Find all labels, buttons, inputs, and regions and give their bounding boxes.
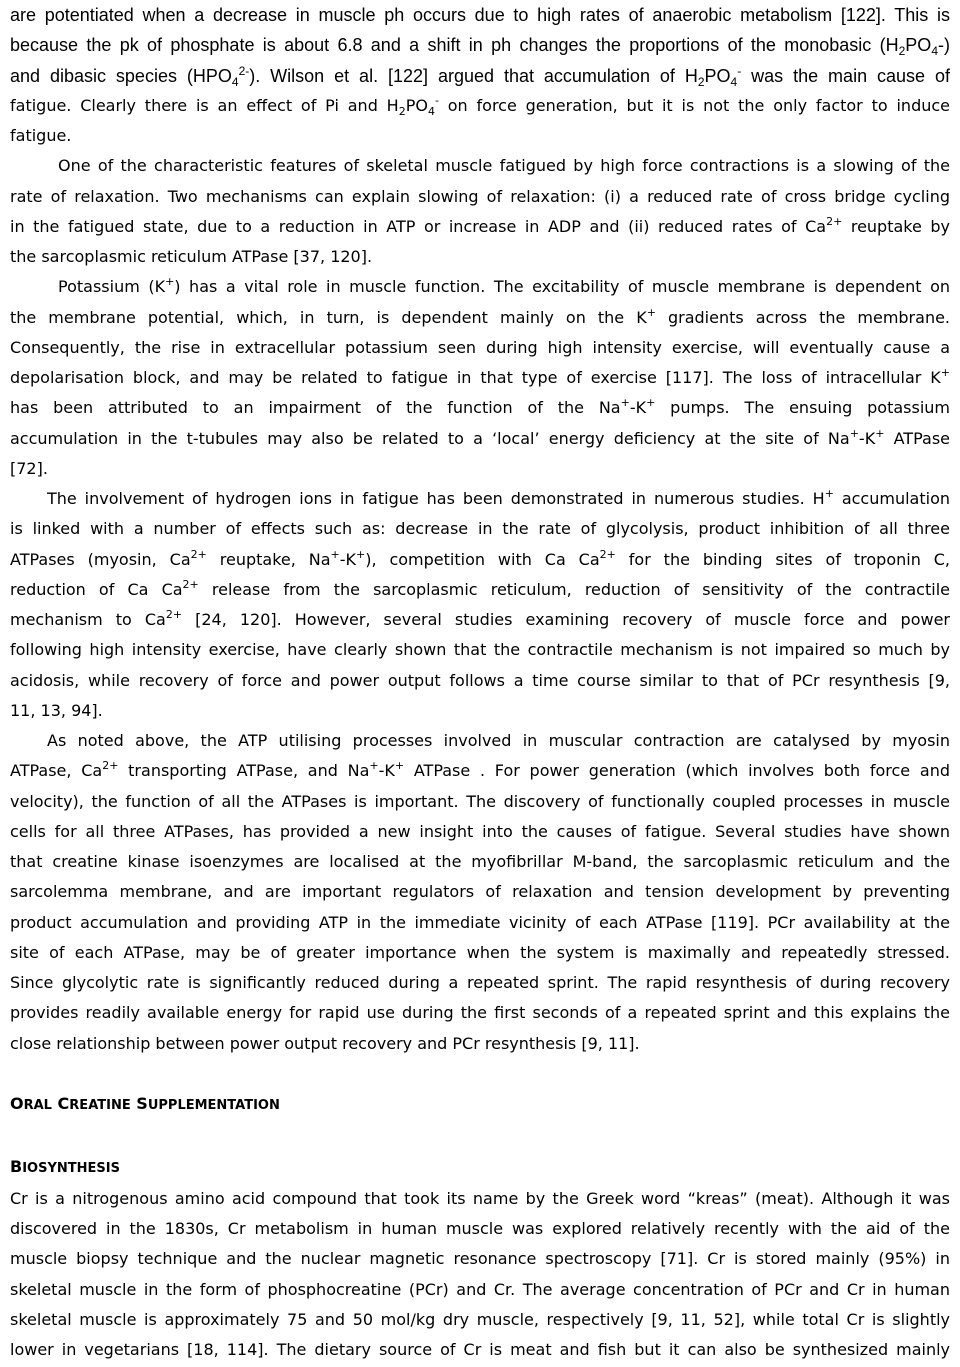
text-line xyxy=(10,484,950,514)
text-line xyxy=(10,635,950,665)
text-line xyxy=(10,938,950,968)
text-run: close relationship between power output recovery and PCr resynthesis [9, 11]. xyxy=(10,1033,640,1053)
text-run: [72]. xyxy=(10,458,48,478)
text-line xyxy=(10,756,950,786)
text-run: fatigue. Clearly there is an effect of Pi and H xyxy=(10,95,399,115)
superscript: + xyxy=(646,396,656,410)
superscript: + xyxy=(875,426,885,440)
text-run: lower in vegetarians [18, 114]. The dietary source of Cr is meat and fish but it can also be synthesized mainly xyxy=(10,1340,950,1359)
superscript: - xyxy=(737,63,742,78)
subscript: 4 xyxy=(931,44,938,59)
text-run: -K xyxy=(629,398,647,418)
text-run: pumps. The ensuing potassium xyxy=(655,398,951,418)
paragraph xyxy=(10,272,950,484)
text-line xyxy=(10,847,950,877)
text-line xyxy=(10,1335,950,1365)
text-line xyxy=(10,454,950,484)
text-line xyxy=(10,514,950,544)
text-line xyxy=(10,1214,950,1244)
text-line xyxy=(10,363,950,393)
text-line xyxy=(10,696,950,726)
text-run: PO xyxy=(704,65,731,86)
text-line xyxy=(10,30,950,60)
superscript: 2- xyxy=(238,63,250,78)
text-line xyxy=(10,605,950,635)
text-run: -K xyxy=(858,428,876,448)
text-run: mechanism to Ca xyxy=(10,610,166,629)
text-line xyxy=(10,726,950,756)
text-run: The involvement of hydrogen ions in fatigue has been demonstrated in numerous studies. H xyxy=(47,489,825,508)
text-run: Since glycolytic rate is significantly reduced during a repeated sprint. The rapid resynthesis of during recovery xyxy=(10,973,950,992)
paragraph xyxy=(10,726,950,1059)
text-run: -) xyxy=(938,35,950,56)
subscript: 4 xyxy=(231,74,239,89)
text-line xyxy=(10,272,950,302)
text-run: has been attributed to an impairment of the function of the Na xyxy=(10,398,621,418)
superscript: 2+ xyxy=(182,577,199,591)
text-run: Cr is a nitrogenous amino acid compound that took its name by the Greek word “kreas” (meat). Although it was xyxy=(10,1188,950,1208)
text-run: ATPase xyxy=(884,428,950,448)
text-run: product accumulation and providing ATP in the immediate vicinity of each ATPase [119]. PCr availability at the xyxy=(10,912,950,932)
text-line xyxy=(10,0,950,30)
text-line xyxy=(10,877,950,907)
text-run: on force generation, but it is not the only factor to induce xyxy=(438,95,951,115)
text-line xyxy=(10,666,950,696)
text-run: 11, 13, 94]. xyxy=(10,700,103,720)
section-heading xyxy=(10,1089,950,1121)
text-line xyxy=(10,1275,950,1305)
text-run: following high intensity exercise, have clearly shown that the contractile mechanism is not impaired so much by xyxy=(10,640,950,660)
text-run: -K xyxy=(378,761,395,781)
text-run: ATPases (myosin, Ca xyxy=(10,549,191,569)
heading-smallcaps: RAL xyxy=(23,1098,52,1113)
text-line xyxy=(10,182,950,212)
text-run: fatigue. xyxy=(10,126,72,145)
text-run: that creatine kinase isoenzymes are localised at the myofibrillar M-band, the sarcoplasmic reticulum and the xyxy=(10,852,950,871)
subscript: 2 xyxy=(898,44,906,59)
text-line xyxy=(10,121,950,151)
text-line xyxy=(10,787,950,817)
text-line xyxy=(10,575,950,605)
superscript: + xyxy=(369,759,379,773)
text-run: -K xyxy=(339,549,356,569)
paragraph xyxy=(10,151,950,272)
text-run: reuptake by xyxy=(842,216,951,236)
superscript: + xyxy=(330,547,340,561)
text-run: velocity), the function of all the ATPases is important. The discovery of functionally coupled processes in muscle xyxy=(10,791,950,811)
subscript: 4 xyxy=(730,74,738,89)
superscript: 2+ xyxy=(102,759,119,773)
subsection-heading xyxy=(10,1152,950,1184)
superscript: + xyxy=(940,366,950,379)
text-line xyxy=(10,1184,950,1214)
text-run: ). Wilson et al. [122] argued that accumulation of H xyxy=(249,65,698,86)
text-run: transporting ATPase, and Na xyxy=(118,761,370,781)
subscript: 2 xyxy=(398,104,406,118)
text-run: muscle biopsy technique and the nuclear magnetic resonance spectroscopy [71]. Cr is stored mainly (95%) in xyxy=(10,1249,950,1269)
text-line xyxy=(10,151,950,181)
superscript: + xyxy=(165,275,175,289)
text-run: reduction of Ca Ca xyxy=(10,579,183,599)
text-line xyxy=(10,91,950,121)
superscript: 2+ xyxy=(826,214,843,228)
text-run: One of the characteristic features of skeletal muscle fatigued by high force contractions is a slowing of the xyxy=(58,156,950,176)
text-line xyxy=(10,242,950,272)
superscript: - xyxy=(434,93,439,107)
text-run: Potassium (K xyxy=(58,277,166,297)
heading-initial: B xyxy=(10,1156,23,1176)
text-run: depolarisation block, and may be related to fatigue in that type of exercise [117]. The loss of intracellular K xyxy=(10,368,941,387)
text-run: [24, 120]. However, several studies examining recovery of muscle force and power xyxy=(182,610,951,629)
superscript: 2+ xyxy=(599,547,616,561)
text-run: the membrane potential, which, in turn, is dependent mainly on the K xyxy=(10,307,647,327)
text-run: skeletal muscle is approximately 75 and 50 mol/kg dry muscle, respectively [9, 11, 52], while total Cr is slightly xyxy=(10,1309,950,1329)
text-run: As noted above, the ATP utilising processes involved in muscular contraction are catalysed by myosin xyxy=(47,731,950,750)
text-run: rate of relaxation. Two mechanisms can explain slowing of relaxation: (i) a reduced rate of cross bridge cycling xyxy=(10,186,950,206)
superscript: + xyxy=(394,759,405,773)
text-run: ATPase . For power generation (which involves both force and xyxy=(404,761,950,781)
heading-initial: C xyxy=(57,1094,70,1113)
superscript: + xyxy=(620,396,630,410)
text-line xyxy=(10,393,950,423)
text-run: discovered in the 1830s, Cr metabolism in human muscle was explored relatively recently with the aid of the xyxy=(10,1219,950,1238)
text-line xyxy=(10,968,950,998)
text-run: ATPase, Ca xyxy=(10,761,103,781)
text-run: accumulation in the t-tubules may also be related to a ‘local’ energy deficiency at the site of Na xyxy=(10,428,850,448)
text-line xyxy=(10,61,950,91)
text-run: for the binding sites of troponin C, xyxy=(615,549,951,569)
heading-smallcaps: IOSYNTHESIS xyxy=(22,1160,120,1176)
heading-smallcaps: REATINE xyxy=(69,1098,131,1113)
text-line xyxy=(10,1305,950,1335)
subscript: 2 xyxy=(697,74,705,89)
text-run: ), competition with Ca Ca xyxy=(365,549,600,569)
heading-initial: O xyxy=(10,1094,24,1113)
paragraph xyxy=(10,1184,950,1366)
text-run: sarcolemma membrane, and are important regulators of relaxation and tension development by preventing xyxy=(10,882,950,902)
text-line xyxy=(10,908,950,938)
text-line xyxy=(10,1029,950,1059)
text-run: was the main cause of xyxy=(741,65,950,86)
superscript: + xyxy=(646,305,656,319)
text-run: accumulation xyxy=(833,489,950,508)
paragraph xyxy=(10,0,950,151)
text-run: skeletal muscle in the form of phosphocreatine (PCr) and Cr. The average concentration of PCr and Cr in human xyxy=(10,1279,950,1299)
text-run: site of each ATPase, may be of greater importance when the system is maximally and repeatedly stressed. xyxy=(10,942,950,962)
text-run: PO xyxy=(405,95,428,115)
superscript: 2+ xyxy=(165,608,183,621)
heading-initial: S xyxy=(136,1094,148,1113)
text-run: ) has a vital role in muscle function. The excitability of muscle membrane is dependent on xyxy=(174,277,950,297)
superscript: + xyxy=(849,426,859,440)
text-run: is linked with a number of effects such as: decrease in the rate of glycolysis, product inhibition of all three xyxy=(10,519,950,539)
text-run: in the fatigued state, due to a reduction in ATP or increase in ADP and (ii) reduced rates of Ca xyxy=(10,216,827,236)
text-run: are potentiated when a decrease in muscle ph occurs due to high rates of anaerobic metabolism [122]. This is xyxy=(10,5,950,25)
heading-smallcaps: UPPLEMENTATION xyxy=(147,1098,280,1113)
text-line xyxy=(10,333,950,363)
text-run: release from the sarcoplasmic reticulum, reduction of sensitivity of the contractile xyxy=(198,579,950,599)
superscript: + xyxy=(356,547,366,561)
text-run: provides readily available energy for rapid use during the first seconds of a repeated sprint and this explains the xyxy=(10,1003,950,1023)
text-run: the sarcoplasmic reticulum ATPase [37, 120]. xyxy=(10,247,373,266)
text-line xyxy=(10,212,950,242)
text-line xyxy=(10,545,950,575)
paragraph xyxy=(10,484,950,726)
text-line xyxy=(10,1244,950,1274)
text-run: gradients across the membrane. xyxy=(655,307,951,327)
text-line xyxy=(10,817,950,847)
subscript: 4 xyxy=(427,104,435,118)
text-line xyxy=(10,424,950,454)
text-run: acidosis, while recovery of force and power output follows a time course similar to that of PCr resynthesis [9, xyxy=(10,670,950,690)
text-line xyxy=(10,998,950,1028)
text-run: PO xyxy=(905,35,932,56)
superscript: 2+ xyxy=(190,547,207,561)
text-run: reuptake, Na xyxy=(206,549,331,569)
text-line xyxy=(10,303,950,333)
text-run: because the pk of phosphate is about 6.8 and a shift in ph changes the proportions of the monobasic (H xyxy=(10,35,899,56)
superscript: + xyxy=(824,487,834,500)
text-run: and dibasic species (HPO xyxy=(10,65,232,86)
text-run: cells for all three ATPases, has provided a new insight into the causes of fatigue. Several studies have shown xyxy=(10,821,950,841)
text-run: Consequently, the rise in extracellular potassium seen during high intensity exercise, will eventually cause a xyxy=(10,337,950,357)
